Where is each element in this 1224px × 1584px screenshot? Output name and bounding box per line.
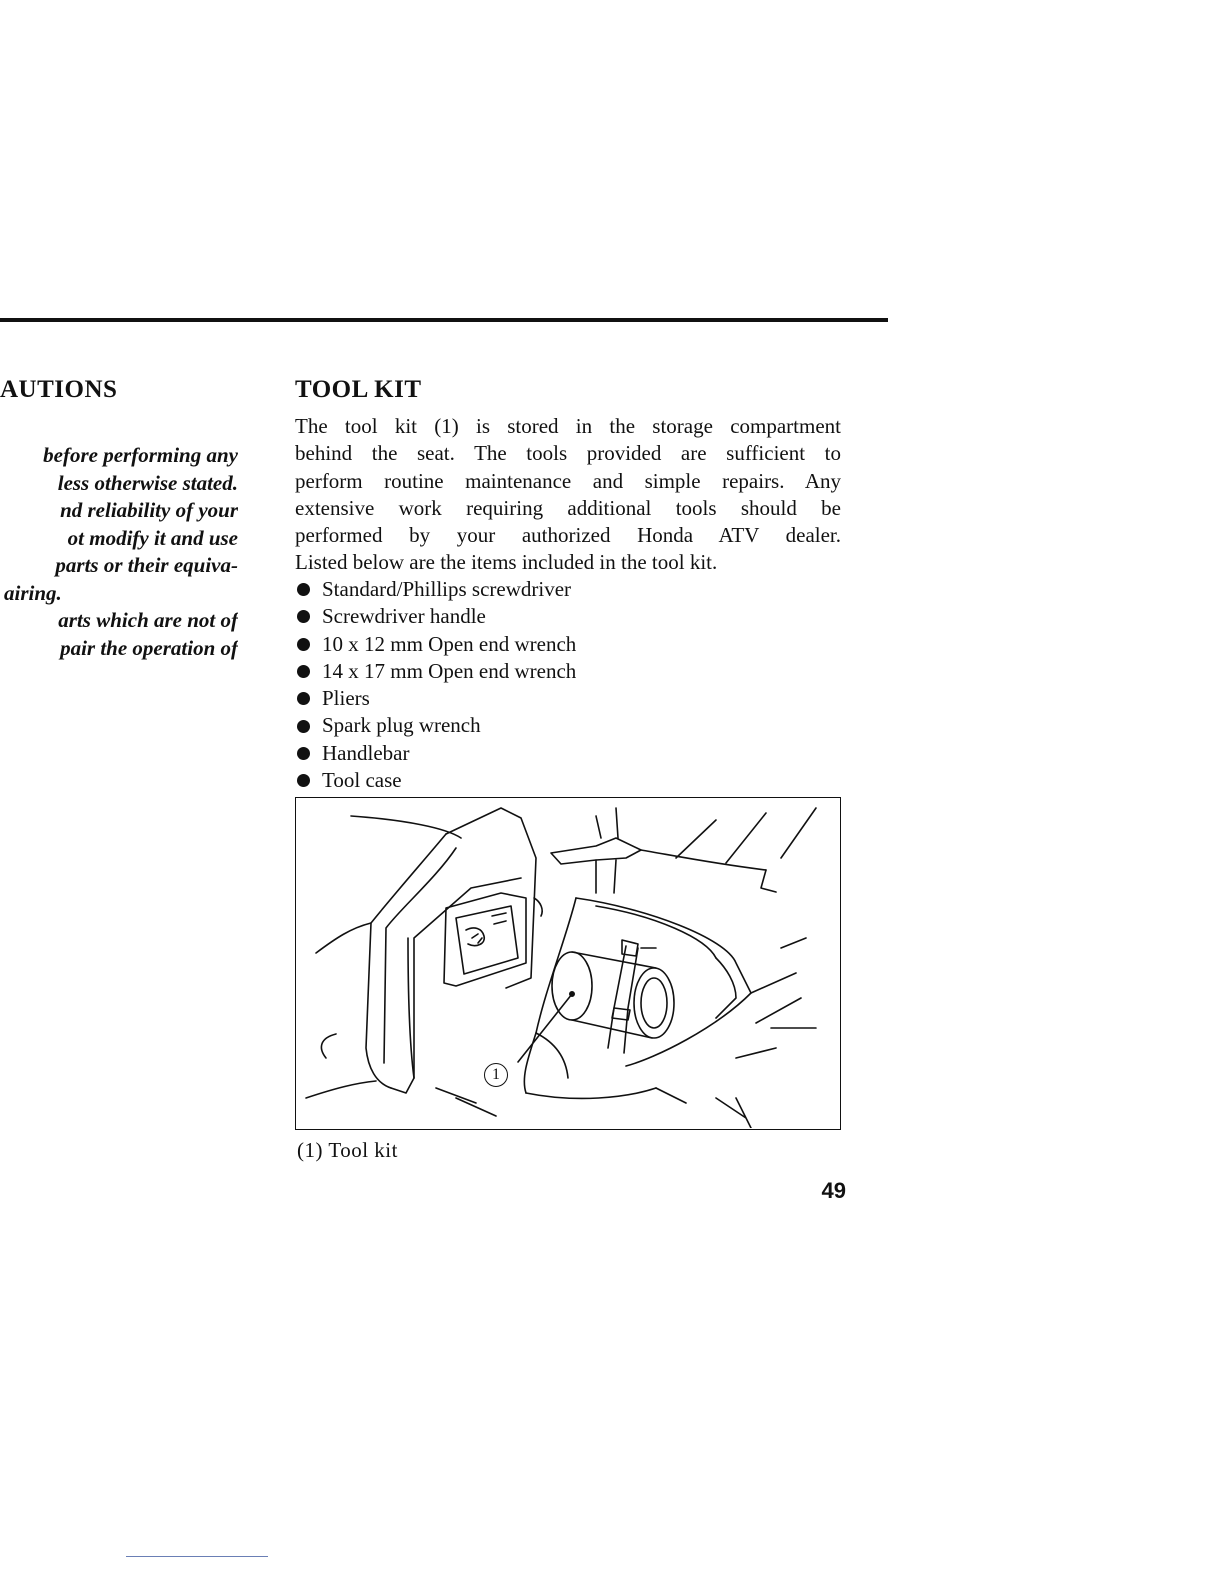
bullet-icon [297,638,310,651]
tool-kit-illustration [295,797,841,1130]
tool-name: 14 x 17 mm Open end wrench [322,658,577,683]
intro-line: Listed below are the items included in the tool kit. [295,550,718,575]
bullet-icon [297,692,310,705]
left-column-line: arts which are not of [58,608,238,632]
tool-list-item [297,631,576,658]
left-column-line: pair the operation of [60,635,238,660]
tool-name: Spark plug wrench [322,713,481,738]
tool-list-item [297,603,576,630]
header-rule [0,318,888,322]
tool-list [297,576,576,794]
tool-name: Tool case [322,768,402,793]
callout-number: 1 [492,1066,500,1083]
footer-line [126,1556,268,1557]
left-column-line: parts or their equiva- [55,553,238,577]
bullet-icon [297,747,310,760]
section-title: TOOL KIT [295,376,422,403]
intro-line: behind the seat. The tools provided are sufficient to [295,441,841,466]
bullet-icon [297,665,310,678]
tool-list-item [297,740,576,767]
left-column-text [0,442,238,662]
intro-line: performed by your authorized Honda ATV dealer. [295,523,841,548]
intro-line: extensive work requiring additional tools should be [295,495,841,520]
bullet-icon [297,583,310,596]
left-column-line: nd reliability of your [60,498,238,522]
intro-line: The tool kit (1) is stored in the storage compartment [295,414,841,438]
bullet-icon [297,720,310,733]
left-column-line: ot modify it and use [67,525,238,550]
left-column-line: before performing any [43,443,238,467]
figure-caption: (1) Tool kit [297,1138,398,1162]
tool-list-item [297,767,576,794]
bullet-icon [297,774,310,787]
tool-list-item [297,576,576,603]
tool-list-item [297,685,576,712]
bullet-icon [297,610,310,623]
tool-list-item [297,712,576,739]
callout-marker [484,1063,508,1087]
left-column-line: less otherwise stated. [57,470,238,495]
tool-name: 10 x 12 mm Open end wrench [322,631,577,656]
intro-line: perform routine maintenance and simple repairs. Any [295,468,841,493]
left-column-line: airing. [4,580,62,605]
intro-paragraph [295,413,841,577]
tool-name: Pliers [322,686,370,711]
tool-name: Standard/Phillips screwdriver [322,577,572,601]
tool-name: Screwdriver handle [322,604,486,629]
left-column-heading: AUTIONS [0,376,118,403]
page-number: 49 [821,1178,846,1203]
tool-list-item [297,658,576,685]
tool-name: Handlebar [322,740,410,765]
